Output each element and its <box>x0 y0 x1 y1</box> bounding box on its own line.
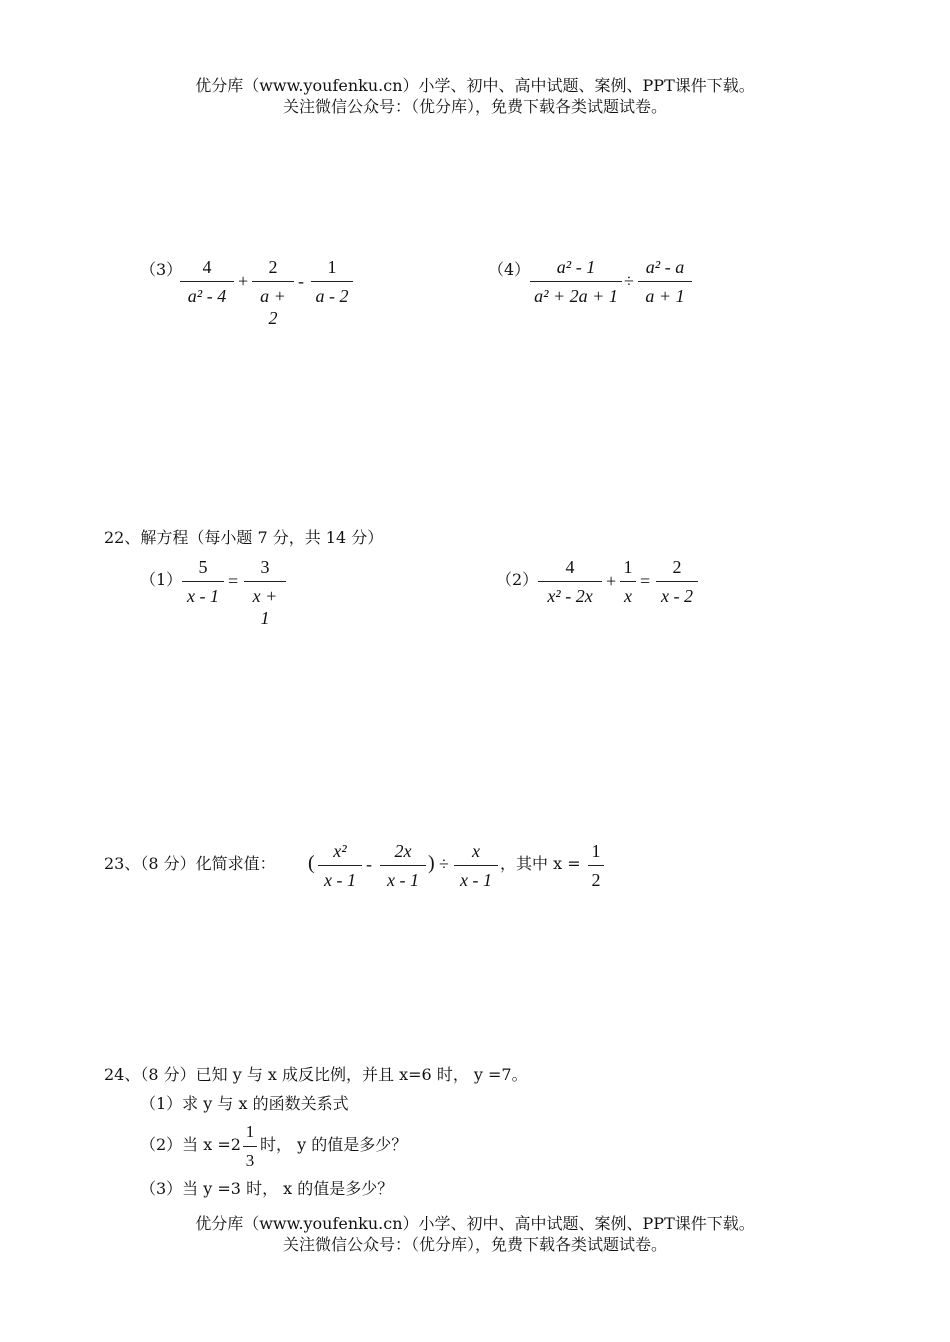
q23-fraction-1 <box>318 840 362 891</box>
divide-sign: ÷ <box>439 854 449 874</box>
q22-title: 22、解方程（每小题 7 分，共 14 分） <box>104 528 384 547</box>
q23-where-text: ，其中 x = <box>500 854 581 873</box>
denominator: a + 1 <box>645 286 685 306</box>
equals-sign: = <box>228 571 239 591</box>
numerator: x <box>472 841 480 861</box>
denominator: a - 2 <box>315 286 349 306</box>
denominator: a + 2 <box>260 286 286 328</box>
minus-sign: - <box>298 271 304 291</box>
numerator: 3 <box>260 557 270 577</box>
q22-p2-fraction-3 <box>656 556 698 607</box>
divide-sign: ÷ <box>624 271 634 291</box>
q21-p4-fraction-1 <box>530 256 622 307</box>
denominator: 3 <box>245 1151 255 1170</box>
equals-sign: = <box>640 571 651 591</box>
numerator: x² <box>333 841 347 861</box>
header-line-1: 优分库（www.youfenku.cn）小学、初中、高中试题、案例、PPT课件下载。 <box>195 76 755 95</box>
footer-line-2: 关注微信公众号：（优分库），免费下载各类试题试卷。 <box>282 1235 667 1254</box>
denominator: x + 1 <box>252 586 278 628</box>
q22-part1-label: （1） <box>140 570 183 589</box>
left-paren: ( <box>308 852 315 874</box>
header-line-2: 关注微信公众号：（优分库），免费下载各类试题试卷。 <box>282 97 667 116</box>
denominator: a² + 2a + 1 <box>534 286 618 306</box>
denominator: x - 1 <box>387 870 419 890</box>
numerator: 2x <box>394 841 412 861</box>
denominator: x - 2 <box>661 586 693 606</box>
right-paren: ) <box>428 852 435 874</box>
q22-p2-fraction-2 <box>620 556 636 607</box>
q21-p3-fraction-3 <box>311 256 353 307</box>
numerator: a² - a <box>645 257 685 277</box>
q23-value-fraction <box>588 840 604 891</box>
denominator: x <box>624 586 632 606</box>
numerator: 1 <box>591 841 601 861</box>
q22-p2-fraction-1 <box>538 556 602 607</box>
q23-fraction-3 <box>454 840 498 891</box>
q21-part3-label: （3） <box>140 260 183 279</box>
q24-part2-prefix: （2）当 x =2 <box>140 1135 241 1154</box>
q23-fraction-2 <box>380 840 426 891</box>
footer-line-1: 优分库（www.youfenku.cn）小学、初中、高中试题、案例、PPT课件下载。 <box>195 1214 755 1233</box>
numerator: 5 <box>198 557 208 577</box>
numerator: 1 <box>245 1122 255 1141</box>
q23-title: 23、（8 分）化简求值： <box>104 854 276 873</box>
minus-sign: - <box>366 854 372 874</box>
plus-sign: + <box>606 571 617 591</box>
numerator: 1 <box>327 257 337 277</box>
q24-mixed-fraction <box>243 1121 257 1172</box>
q22-part2-label: （2） <box>496 570 539 589</box>
q22-p1-fraction-1 <box>182 556 224 607</box>
plus-sign: + <box>238 271 249 291</box>
denominator: 2 <box>591 870 601 890</box>
numerator: 4 <box>202 257 212 277</box>
q21-p3-fraction-1 <box>180 256 234 307</box>
q21-p3-fraction-2 <box>252 256 294 329</box>
numerator: 2 <box>672 557 682 577</box>
denominator: x² - 2x <box>547 586 593 606</box>
denominator: x - 1 <box>324 870 356 890</box>
denominator: a² - 4 <box>187 286 227 306</box>
q24-part2-suffix: 时， y 的值是多少？ <box>260 1135 408 1154</box>
q21-p4-fraction-2 <box>638 256 692 307</box>
q24-title: 24、（8 分）已知 y 与 x 成反比例，并且 x=6 时， y =7。 <box>104 1065 528 1084</box>
denominator: x - 1 <box>187 586 219 606</box>
numerator: 1 <box>623 557 633 577</box>
numerator: a² - 1 <box>556 257 596 277</box>
numerator: 4 <box>565 557 575 577</box>
q24-part1: （1）求 y 与 x 的函数关系式 <box>140 1094 349 1113</box>
denominator: x - 1 <box>460 870 492 890</box>
numerator: 2 <box>268 257 278 277</box>
q24-part3: （3）当 y =3 时， x 的值是多少？ <box>140 1179 394 1198</box>
q22-p1-fraction-2 <box>244 556 286 629</box>
q21-part4-label: （4） <box>488 260 531 279</box>
